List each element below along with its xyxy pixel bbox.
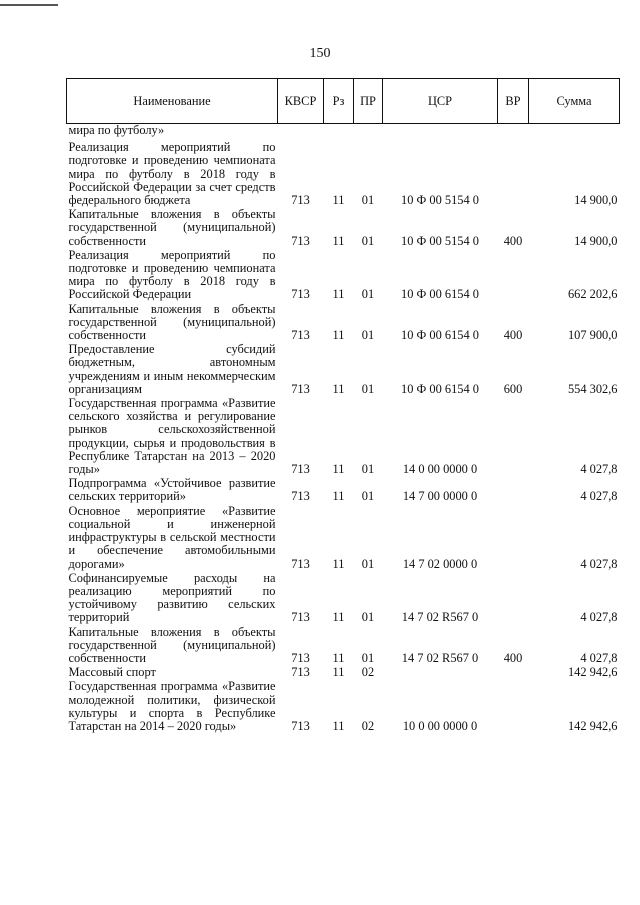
row-kvsr: 713	[291, 665, 310, 680]
row-pr: 01	[361, 381, 375, 396]
row-rz: 11	[332, 193, 345, 208]
header-csr: ЦСР	[383, 79, 498, 124]
table-row	[67, 680, 620, 734]
row-sum: 4 027,8	[580, 650, 618, 665]
row-name: Государственная программа «Развитие молодежной политики, физической культуры и спорта в Республике Татарстан на 2014 – 2020 годы»	[68, 679, 276, 733]
row-rz: 11	[332, 489, 345, 504]
row-csr: 10 0 00 0000 0	[402, 718, 478, 733]
table-row	[67, 666, 620, 680]
row-kvsr	[278, 124, 324, 139]
row-csr: 10 Ф 00 6154 0	[401, 328, 479, 343]
row-sum: 554 302,6	[567, 381, 618, 396]
row-name: Предоставление субсидий бюджетным, автономным учреждениям и иным некоммерческим организациям	[68, 342, 276, 396]
budget-table	[66, 78, 620, 734]
table-row	[67, 249, 620, 303]
row-vr: 400	[503, 233, 523, 248]
row-sum: 4 027,8	[580, 610, 618, 625]
row-csr: 10 Ф 00 5154 0	[401, 193, 479, 208]
row-csr: 10 Ф 00 5154 0	[401, 233, 479, 248]
header-vr: ВР	[498, 79, 529, 124]
row-name: Реализация мероприятий по подготовке и проведению чемпионата мира по футболу в 2018 году в Российской Федерации за счет средств федерального бюджета	[68, 140, 276, 208]
table-row	[67, 303, 620, 344]
header-rz: Рз	[324, 79, 354, 124]
scan-artifact-line	[0, 0, 58, 6]
row-pr: 01	[361, 233, 375, 248]
row-name: Софинансируемые расходы на реализацию мероприятий по устойчивому развитию сельских территорий	[68, 570, 276, 625]
table-header	[67, 79, 620, 124]
row-kvsr: 713	[291, 489, 310, 504]
row-vr: 400	[503, 328, 523, 343]
row-kvsr: 713	[291, 650, 310, 665]
row-sum: 142 942,6	[567, 718, 618, 733]
row-kvsr: 713	[291, 328, 310, 343]
row-sum: 14 900,0	[574, 233, 618, 248]
row-kvsr: 713	[291, 718, 310, 733]
row-kvsr: 713	[291, 462, 310, 477]
row-sum: 107 900,0	[567, 328, 618, 343]
row-sum: 662 202,6	[567, 287, 618, 302]
row-rz: 11	[332, 381, 345, 396]
header-kvsr: КВСР	[278, 79, 324, 124]
row-kvsr: 713	[291, 233, 310, 248]
row-vr	[498, 138, 529, 208]
row-sum: 14 900,0	[574, 193, 618, 208]
table-row	[67, 138, 620, 208]
row-rz: 11	[332, 650, 345, 665]
row-rz: 11	[332, 233, 345, 248]
row-csr: 14 7 00 0000 0	[402, 489, 478, 504]
row-rz: 11	[332, 328, 345, 343]
row-name: мира по футболу»	[68, 123, 165, 137]
table-row	[67, 626, 620, 667]
table-body	[67, 124, 620, 735]
table-row	[67, 505, 620, 572]
row-kvsr: 713	[291, 193, 310, 208]
row-csr: 14 7 02 R567 0	[401, 650, 479, 665]
row-name: Подпрограмма «Устойчивое развитие сельских территорий»	[68, 476, 276, 504]
row-rz	[324, 124, 354, 139]
row-vr	[498, 666, 529, 680]
page-number: 150	[309, 46, 331, 61]
row-name: Основное мероприятие «Развитие социальной и инженерной инфраструктуры в сельской местности и обеспечение автомобильными дорогами»	[68, 503, 276, 571]
row-name: Государственная программа «Развитие сельского хозяйства и регулирование рынков сельскохозяйственной продукции, сырья и продовольствия в Республике Татарстан на 2013 – 2020 годы»	[68, 396, 276, 477]
row-kvsr: 713	[291, 381, 310, 396]
row-pr: 01	[361, 610, 375, 625]
row-pr	[354, 124, 383, 139]
row-name: Капитальные вложения в объекты государственной (муниципальной) собственности	[68, 207, 276, 248]
row-vr	[498, 124, 529, 139]
row-sum	[529, 124, 620, 139]
row-kvsr: 713	[291, 556, 310, 571]
row-rz: 11	[332, 462, 345, 477]
header-name: Наименование	[67, 79, 278, 124]
row-sum: 142 942,6	[567, 665, 618, 680]
row-vr	[498, 680, 529, 734]
row-csr	[383, 666, 498, 680]
row-pr: 01	[361, 556, 375, 571]
row-sum: 4 027,8	[580, 489, 618, 504]
row-vr	[498, 477, 529, 504]
row-name: Капитальные вложения в объекты государственной (муниципальной) собственности	[68, 624, 276, 665]
header-row	[67, 79, 620, 124]
row-rz: 11	[332, 665, 345, 680]
row-pr: 02	[361, 665, 375, 680]
row-pr: 01	[361, 287, 375, 302]
row-pr: 01	[361, 193, 375, 208]
row-sum: 4 027,8	[580, 462, 618, 477]
row-csr: 14 0 00 0000 0	[402, 462, 478, 477]
row-sum: 4 027,8	[580, 556, 618, 571]
row-rz: 11	[332, 718, 345, 733]
row-vr	[498, 249, 529, 303]
table-row	[67, 124, 620, 139]
row-pr: 01	[361, 650, 375, 665]
row-pr: 01	[361, 489, 375, 504]
table-row	[67, 397, 620, 477]
row-pr: 02	[361, 718, 375, 733]
row-kvsr: 713	[291, 610, 310, 625]
row-vr	[498, 572, 529, 626]
row-csr: 14 7 02 R567 0	[401, 610, 479, 625]
row-csr: 10 Ф 00 6154 0	[401, 287, 479, 302]
row-vr	[498, 505, 529, 572]
row-vr	[498, 397, 529, 477]
row-name: Капитальные вложения в объекты государственной (муниципальной) собственности	[68, 301, 276, 343]
row-rz: 11	[332, 610, 345, 625]
row-rz: 11	[332, 556, 345, 571]
row-name: Реализация мероприятий по подготовке и проведению чемпионата мира по футболу в 2018 году в Российской Федерации	[68, 247, 276, 302]
row-csr: 14 7 02 0000 0	[402, 556, 478, 571]
table-row	[67, 208, 620, 249]
header-sum: Сумма	[529, 79, 620, 124]
row-name: Массовый спорт	[68, 665, 156, 680]
row-kvsr: 713	[291, 287, 310, 302]
row-pr: 01	[361, 462, 375, 477]
table-row	[67, 477, 620, 504]
row-csr: 10 Ф 00 6154 0	[401, 381, 479, 396]
table-row	[67, 572, 620, 626]
row-csr	[383, 124, 498, 139]
budget-table-container	[66, 78, 619, 734]
row-vr: 600	[503, 381, 523, 396]
row-pr: 01	[361, 328, 375, 343]
row-rz: 11	[332, 287, 345, 302]
row-vr: 400	[503, 650, 523, 665]
header-pr: ПР	[354, 79, 383, 124]
table-row	[67, 343, 620, 397]
